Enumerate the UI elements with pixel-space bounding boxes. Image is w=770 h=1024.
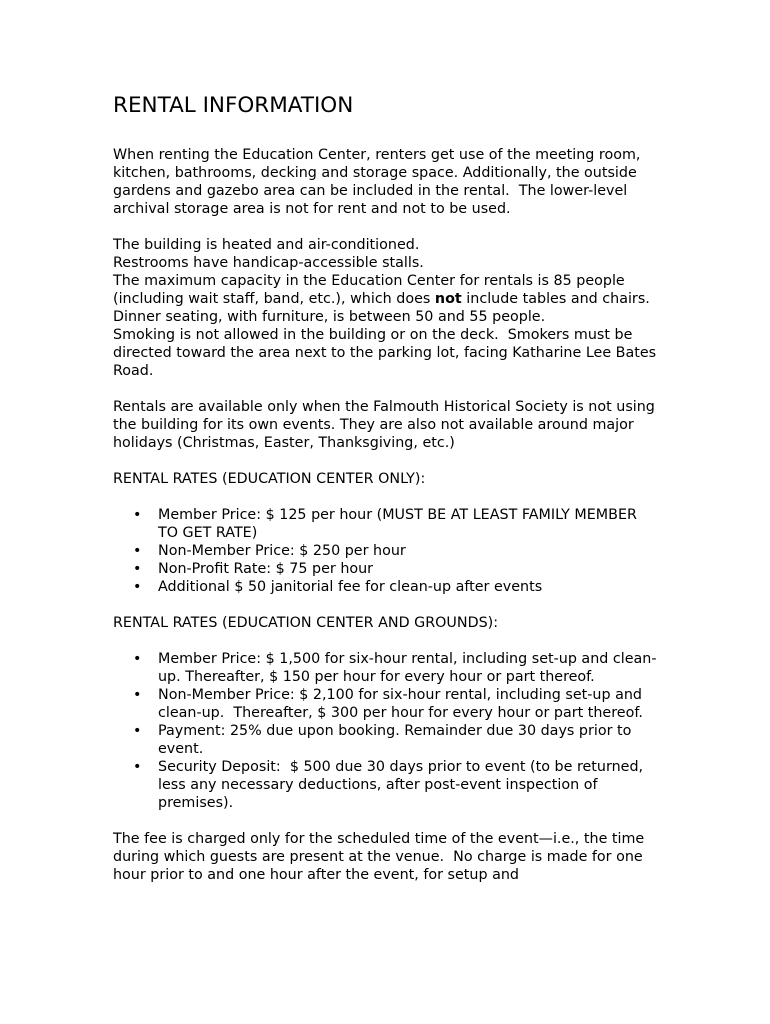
list-item-text: Non-Member Price: $ 250 per hour <box>158 543 406 559</box>
restrooms-line: Restrooms have handicap-accessible stalls. <box>113 255 424 271</box>
capacity-text-before: The maximum capacity in the Education Center for rentals is 85 people (including wait staff, band, etc.), which does <box>113 273 630 307</box>
spacer <box>113 380 658 398</box>
spacer <box>113 452 658 470</box>
rates-grounds-list <box>113 650 658 812</box>
spacer <box>113 218 658 236</box>
list-item-text: Member Price: $ 125 per hour (MUST BE AT LEAST FAMILY MEMBER TO GET RATE) <box>158 507 642 541</box>
bullet-icon: • <box>133 687 142 703</box>
document-page <box>113 92 661 884</box>
list-item-text: Non-Member Price: $ 2,100 for six-hour rental, including set-up and clean-up. Thereafter, $ 300 per hour for every hour or part thereof. <box>158 687 647 721</box>
capacity-text-after: include tables and chairs. Dinner seating, with furniture, is between 50 and 55 people. <box>113 291 655 325</box>
list-item-text: Non-Profit Rate: $ 75 per hour <box>158 561 374 577</box>
list-item <box>133 686 658 722</box>
list-item-text: Member Price: $ 1,500 for six-hour rental, including set-up and clean-up. Thereafter, $ 150 per hour for every hour or part thereof. <box>158 651 657 685</box>
capacity-paragraph <box>113 272 658 326</box>
list-item-text: Security Deposit: $ 500 due 30 days prior to event (to be returned, less any necessary deductions, after post-event inspection of premises). <box>158 759 648 811</box>
heated-line: The building is heated and air-conditioned. <box>113 237 420 253</box>
list-item-text: Additional $ 50 janitorial fee for clean-up after events <box>158 579 543 595</box>
rates-center-heading: RENTAL RATES (EDUCATION CENTER ONLY): <box>113 471 426 487</box>
bullet-icon: • <box>133 723 142 739</box>
bullet-icon: • <box>133 561 142 577</box>
smoking-paragraph: Smoking is not allowed in the building or on the deck. Smokers must be directed toward the area next to the parking lot, facing Katharine Lee Bates Road. <box>113 327 661 379</box>
capacity-emphasis: not <box>434 291 462 307</box>
fee-note-paragraph: The fee is charged only for the scheduled time of the event—i.e., the time during which guests are present at the venue. No charge is made for one hour prior to and one hour after the event, for setup and <box>113 831 649 883</box>
list-item <box>133 506 658 542</box>
bullet-icon: • <box>133 759 142 775</box>
bullet-icon: • <box>133 507 142 523</box>
intro-paragraph: When renting the Education Center, renters get use of the meeting room, kitchen, bathrooms, decking and storage space. Additionally, the outside gardens and gazebo area can be included in the rental. The lower-level archival storage area is not for rent and not to be used. <box>113 147 645 217</box>
availability-paragraph: Rentals are available only when the Falmouth Historical Society is not using the building for its own events. They are also not available around major holidays (Christmas, Easter, Thanksgiving, etc.) <box>113 399 660 451</box>
list-item <box>133 578 658 596</box>
rates-center-list <box>113 506 658 596</box>
bullet-icon: • <box>133 543 142 559</box>
bullet-icon: • <box>133 579 142 595</box>
list-item <box>133 542 658 560</box>
list-item-text: Payment: 25% due upon booking. Remainder due 30 days prior to event. <box>158 723 636 757</box>
page-title: RENTAL INFORMATION <box>113 93 354 118</box>
list-item <box>133 722 658 758</box>
bullet-icon: • <box>133 651 142 667</box>
list-item <box>133 650 658 686</box>
rates-grounds-heading: RENTAL RATES (EDUCATION CENTER AND GROUNDS): <box>113 615 499 631</box>
list-item <box>133 560 658 578</box>
list-item <box>133 758 658 812</box>
